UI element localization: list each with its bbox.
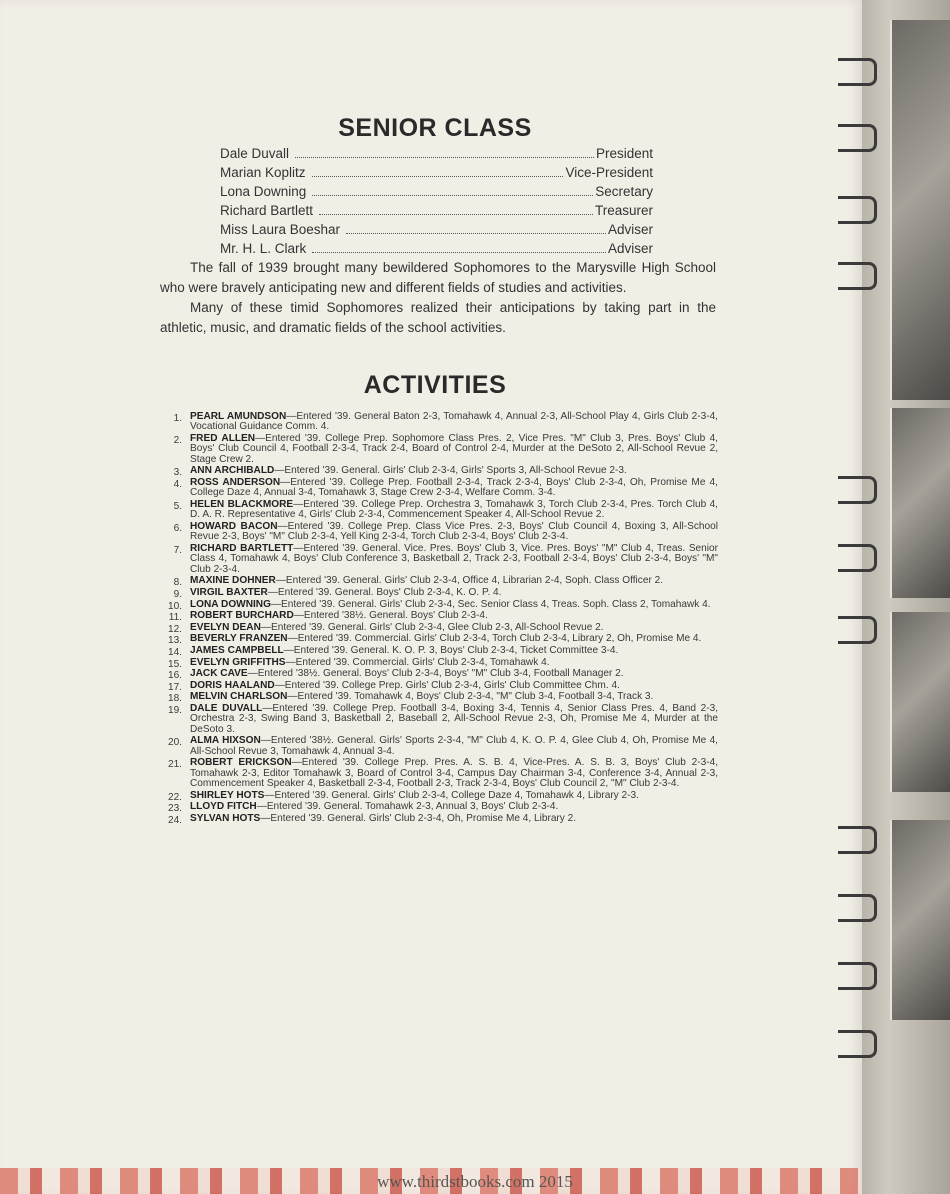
entry-number: 11. <box>168 612 182 624</box>
student-name: HOWARD BACON <box>190 521 278 532</box>
entry-details: —Entered '39. General Baton 2-3, Tomahawk 4, Annual 2-3, All-School Play 4, Girls Club 2-3-4, Vocational Guidance Comm. 4. <box>190 411 718 433</box>
leader-dots <box>346 232 606 234</box>
entry-details: —Entered '39. General. Girls' Club 2-3-4, Girls' Sports 3, All-School Revue 2-3. <box>274 465 627 477</box>
entry-number: 13. <box>167 635 182 647</box>
entry-details: —Entered '39. General. Girls' Club 2-3-4, Oh, Promise Me 4, Library 2. <box>260 812 577 824</box>
binder-ring <box>838 962 877 990</box>
student-name: JAMES CAMPBELL <box>190 644 284 656</box>
entry-details: —Entered '38½. General. Girls' Sports 2-3-4, "M" Club 4, K. O. P. 4, Glee Club 4, Oh, Promise Me 4, All-School Revue 3, Tomahawk 4, Annual 3-4. <box>190 735 718 757</box>
entry-number: 6. <box>173 523 182 534</box>
student-name: PEARL AMUNDSON <box>190 411 287 422</box>
entry-number: 21. <box>167 759 182 771</box>
entry-details: —Entered '39. College Prep. Girls' Club 2-3-4, Girls' Club Committee Chm. 4. <box>274 679 620 691</box>
activity-entry <box>160 814 718 824</box>
leader-dots <box>312 194 593 196</box>
officer-row <box>220 184 653 203</box>
activity-entry <box>160 588 718 598</box>
entry-details: —Entered '39. College Prep. Orchestra 3, Tomahawk 3, Torch Club 2-3-4, Pres. Torch Club 4, D. A. R. Representative 4, Girls' Club 2-3-4, Commencement Speaker 4, All-School Revue 2. <box>190 499 718 521</box>
student-name: DORIS HAALAND <box>190 679 275 691</box>
entry-details: —Entered '39. General. Girls' Club 2-3-4, College Daze 4, Tomahawk 4, Library 2-3. <box>264 789 639 801</box>
entry-details: —Entered '38½. General. Boys' Club 2-3-4, Boys' "M" Club 3-4, Football Manager 2. <box>247 668 624 680</box>
student-name: JACK CAVE <box>190 668 248 680</box>
activity-entry <box>160 623 718 633</box>
activity-entry <box>160 658 718 668</box>
entry-number: 8. <box>173 577 182 589</box>
student-name: VIRGIL BAXTER <box>190 587 268 598</box>
entry-number: 5. <box>173 501 182 512</box>
binder-ring <box>838 1030 877 1058</box>
entry-number: 4. <box>173 479 182 490</box>
entry-details: —Entered '39. Commercial. Girls' Club 2-3-4, Torch Club 2-3-4, Library 2, Oh, Promise Me 4. <box>287 633 702 645</box>
activity-entry <box>160 691 718 705</box>
officer-name: Mr. H. L. Clark <box>220 241 307 256</box>
activity-entry <box>160 500 718 521</box>
officer-name: Miss Laura Boeshar <box>220 222 341 237</box>
binder-ring <box>838 262 877 290</box>
photo-strip-3 <box>890 612 950 792</box>
binder-ring <box>838 476 877 504</box>
officer-role: Secretary <box>595 184 653 199</box>
entry-details: —Entered '38½. General. Boys' Club 2-3-4. <box>293 610 488 622</box>
entry-number: 17. <box>167 681 182 693</box>
entry-number: 10. <box>167 600 182 612</box>
activities-title: ACTIVITIES <box>363 371 507 399</box>
entry-details: —Entered '39. College Prep. Football 2-3-4, Track 2-3-4, Boys' Club 2-3-4, Oh, Promise Me 4, College Daze 4, Annual 3-4, Tomahawk 3, Stage Crew 2-3-4, Welfare Comm. 3-4. <box>190 477 718 499</box>
activity-entry <box>160 544 718 575</box>
officer-name: Dale Duvall <box>220 146 290 161</box>
binder-ring <box>838 826 877 854</box>
activity-entry <box>160 522 718 543</box>
activity-entry <box>160 704 718 735</box>
entry-number: 22. <box>167 791 182 803</box>
activity-entry <box>160 801 718 815</box>
photo-strip-2 <box>890 408 950 598</box>
entry-number: 16. <box>167 670 182 682</box>
student-name: EVELYN DEAN <box>190 621 261 633</box>
entry-number: 3. <box>173 467 182 479</box>
activity-entry <box>160 646 718 656</box>
officer-name: Richard Bartlett <box>220 203 314 218</box>
binder-ring <box>838 58 877 86</box>
student-name: BEVERLY FRANZEN <box>190 633 288 645</box>
student-name: ALMA HIXSON <box>190 735 261 747</box>
student-name: HELEN BLACKMORE <box>190 499 294 510</box>
binder-ring <box>838 544 877 572</box>
binder-ring <box>838 616 877 644</box>
student-name: FRED ALLEN <box>190 433 256 444</box>
entry-number: 20. <box>167 737 182 749</box>
entry-number: 24. <box>167 814 182 826</box>
entry-details: —Entered '39. General. Girls' Club 2-3-4, Office 4, Librarian 2-4, Soph. Class Officer 2. <box>275 575 664 587</box>
officers-list <box>220 146 653 260</box>
student-name: EVELYN GRIFFITHS <box>190 656 286 668</box>
leader-dots <box>295 156 594 158</box>
officer-row <box>220 165 653 184</box>
entry-number: 14. <box>167 646 182 658</box>
page-title: SENIOR CLASS <box>338 114 532 142</box>
intro-text <box>160 258 716 337</box>
officer-row <box>220 222 653 241</box>
officer-row <box>220 146 653 165</box>
leader-dots <box>312 251 606 253</box>
entry-number: 9. <box>173 589 182 600</box>
entry-number: 12. <box>167 623 182 635</box>
intro-paragraph: The fall of 1939 brought many bewildered Sophomores to the Marysville High School who were bravely anticipating new and different fields of studies and activities. <box>160 260 716 295</box>
student-name: LONA DOWNING <box>190 598 271 610</box>
student-name: SYLVAN HOTS <box>190 812 261 824</box>
activity-entry <box>160 434 718 465</box>
student-name: DALE DUVALL <box>190 702 263 714</box>
leader-dots <box>312 175 564 177</box>
watermark: www.thirdstbooks.com 2015 <box>377 1172 573 1191</box>
activity-entry <box>160 758 718 789</box>
entry-number: 7. <box>173 545 182 556</box>
activity-entry <box>160 610 718 624</box>
photo-strip-1 <box>890 20 950 400</box>
officer-role: President <box>595 146 653 161</box>
activity-entry <box>160 791 718 801</box>
entry-details: —Entered '39. College Prep. Football 3-4, Boxing 3-4, Tennis 4, Senior Class Pres. 4, Band 2-3, Orchestra 2-3, Swing Band 3, Basketball 2, Baseball 2, All-School Revue 2-3, Oh, Promise Me 4, Murder at the DeSoto 3. <box>190 702 719 735</box>
activity-entry <box>160 633 718 647</box>
student-name: ROSS ANDERSON <box>190 477 281 488</box>
entry-number: 19. <box>167 704 182 716</box>
activity-entry <box>160 736 718 757</box>
entry-details: —Entered '39. General. Tomahawk 2-3, Annual 3, Boys' Club 2-3-4. <box>256 801 559 813</box>
student-name: SHIRLEY HOTS <box>190 789 265 801</box>
entry-details: —Entered '39. General. Boys' Club 2-3-4, K. O. P. 4. <box>267 587 502 598</box>
entry-details: —Entered '39. General. K. O. P. 3, Boys' Club 2-3-4, Ticket Committee 3-4. <box>283 644 619 656</box>
activity-entry <box>160 681 718 691</box>
entry-number: 2. <box>173 435 182 446</box>
student-name: MELVIN CHARLSON <box>190 691 288 703</box>
student-name: ANN ARCHIBALD <box>190 465 275 477</box>
entry-details: —Entered '39. College Prep. Pres. A. S. B. 4, Vice-Pres. A. S. B. 3, Boys' Club 2-3-4, Tomahawk 2-3, Editor Tomahawk 3, Board of Control 3-4, Campus Day Chairman 3-4, Conference 3-4, Annual 2-3, Commencement Speaker 4, Basketball 2-3-4, Football 2-3, Track 2-3-4, Boys' Club Council 2, "M" Club 2-3-4. <box>190 757 719 790</box>
officer-role: Vice-President <box>565 165 653 180</box>
entry-details: —Entered '39. Tomahawk 4, Boys' Club 2-3-4, "M" Club 3-4, Football 3-4, Track 3. <box>287 691 654 703</box>
entry-number: 23. <box>167 803 182 815</box>
activity-entry <box>160 465 718 479</box>
entry-number: 1. <box>173 413 182 424</box>
entry-number: 18. <box>167 693 182 705</box>
entry-number: 15. <box>167 658 182 670</box>
entry-details: —Entered '39. Commercial. Girls' Club 2-3-4, Tomahawk 4. <box>285 656 550 668</box>
activity-entry <box>160 478 718 499</box>
activities-list <box>160 412 718 826</box>
officer-name: Marian Koplitz <box>220 165 306 180</box>
entry-details: —Entered '39. College Prep. Sophomore Class Pres. 2, Vice Pres. "M" Club 3, Pres. Boys' Club 4, Boys' Club Council 4, Football 2-3-4, Track 2-4, Board of Control 2-4, Murder at the DeSoto 2, All-School Revue 2, Stage Crew 2. <box>190 433 718 465</box>
student-name: MAXINE DOHNER <box>190 575 276 587</box>
student-name: ROBERT BURCHARD <box>190 610 294 622</box>
activity-entry <box>160 412 718 433</box>
officer-role: Adviser <box>607 222 653 237</box>
student-name: ROBERT ERICKSON <box>190 757 292 769</box>
entry-details: —Entered '39. General. Girls' Club 2-3-4, Glee Club 2-3, All-School Revue 2. <box>260 621 604 633</box>
student-name: LLOYD FITCH <box>190 801 257 813</box>
officer-role: Treasurer <box>594 203 653 218</box>
student-name: RICHARD BARTLETT <box>190 543 294 554</box>
leader-dots <box>319 213 593 215</box>
activity-entry <box>160 668 718 682</box>
photo-strip-4 <box>890 820 950 1020</box>
intro-paragraph: Many of these timid Sophomores realized their anticipations by taking part in the athletic, music, and dramatic fields of the school activities. <box>160 300 716 335</box>
activity-entry <box>160 600 718 610</box>
activity-entry <box>160 575 718 589</box>
entry-details: —Entered '39. College Prep. Class Vice Pres. 2-3, Boys' Club Council 4, Boxing 3, All-School Revue 2-3, Boys' "M" Club 2-3-4, Yell King 2-3-4, Torch Club 2-3-4, Boys' Club 2-3-4. <box>190 521 718 543</box>
officer-row <box>220 203 653 222</box>
officer-name: Lona Downing <box>220 184 307 199</box>
binder-ring <box>838 894 877 922</box>
binder-ring <box>838 196 877 224</box>
officer-role: Adviser <box>607 241 653 256</box>
entry-details: —Entered '39. General. Girls' Club 2-3-4, Sec. Senior Class 4, Treas. Soph. Class 2, Tomahawk 4. <box>270 598 711 610</box>
entry-details: —Entered '39. General. Vice. Pres. Boys' Club 3, Vice. Pres. Boys' "M" Club 4, Treas. Senior Class 4, Tomahawk 4, Boys' Club Conference 3, Basketball 2, Track 2-3, Football 2-3-4, Boys' Club 2-3-4, Boys' "M" Club 2-3-4. <box>190 543 718 575</box>
